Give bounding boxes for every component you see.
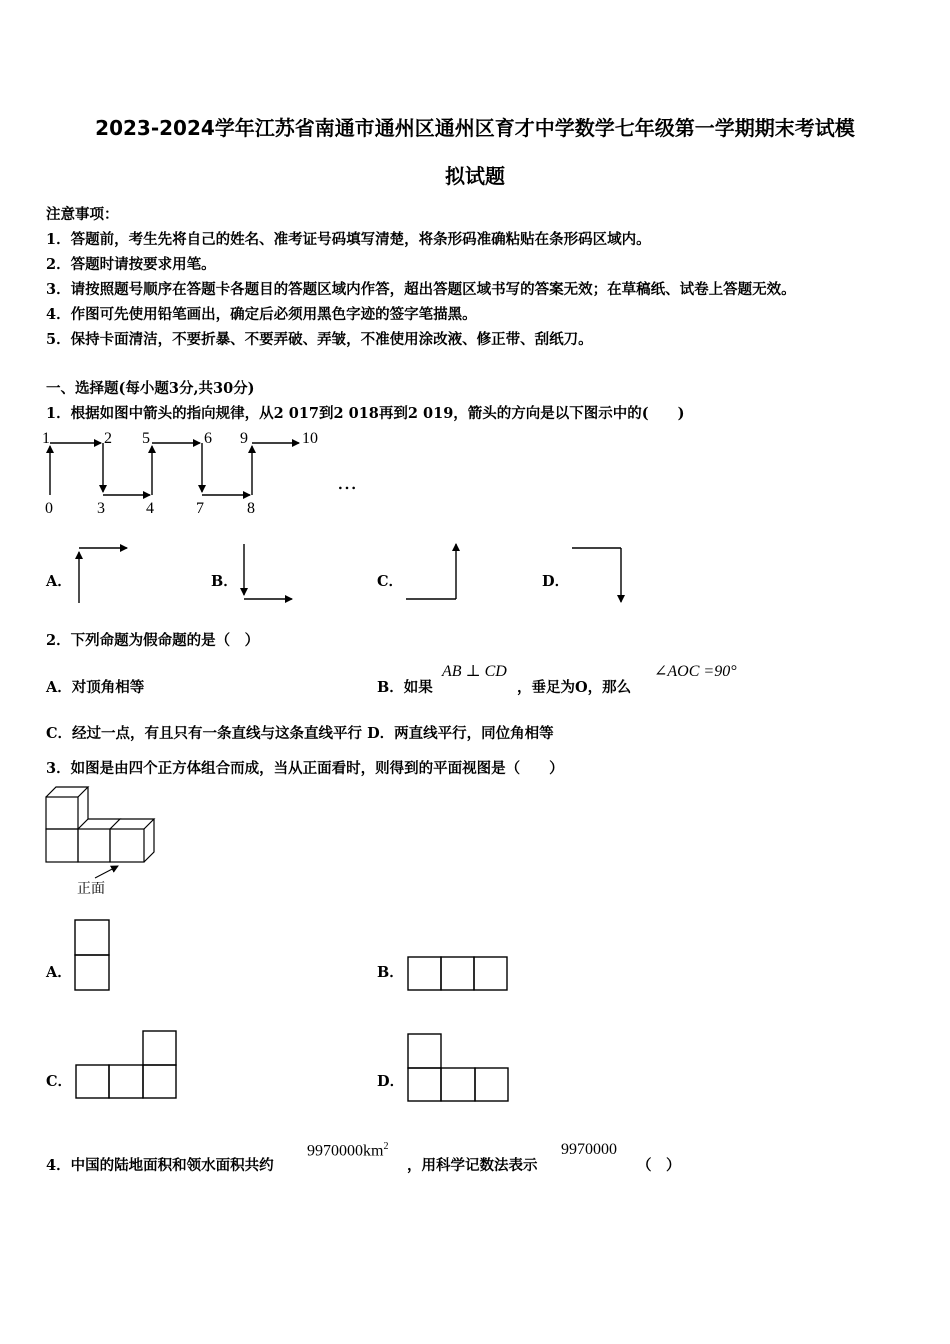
q2-option-b-prefix[interactable]: B．如果 bbox=[377, 679, 433, 696]
question-4-stem-middle: ，用科学记数法表示 bbox=[407, 1157, 538, 1174]
q1-label-0: 0 bbox=[45, 500, 53, 517]
q2-math-angle: ∠AOC =90° bbox=[654, 663, 737, 680]
notice-item-1: 1．答题前，考生先将自己的姓名、准考证号码填写清楚，将条形码准确粘贴在条形码区域内。 bbox=[46, 231, 651, 248]
q3-option-c[interactable]: C． bbox=[46, 1073, 73, 1090]
q1-ellipsis: … bbox=[337, 470, 357, 494]
q1-label-1: 1 bbox=[42, 430, 50, 447]
q3-option-b[interactable]: B． bbox=[377, 964, 404, 981]
q1-option-d[interactable]: D． bbox=[542, 573, 570, 590]
q4-math-area-exponent: 2 bbox=[383, 1141, 389, 1152]
section-heading: 一、选择题(每小题3分,共30分) bbox=[46, 380, 255, 397]
page-title-continued: 拟试题 bbox=[445, 164, 505, 188]
q2-math-perpendicular: AB ⊥ CD bbox=[442, 663, 507, 680]
notice-item-5: 5．保持卡面清洁，不要折暴、不要弄破、弄皱，不准使用涂改液、修正带、刮纸刀。 bbox=[46, 331, 593, 348]
q1-label-2: 2 bbox=[104, 430, 112, 447]
q1-label-6: 6 bbox=[204, 430, 212, 447]
q1-label-3: 3 bbox=[97, 500, 105, 517]
question-3-stem: 3．如图是由四个正方体组合而成，当从正面看时，则得到的平面视图是（ ） bbox=[46, 760, 564, 777]
question-4-stem-suffix: （ ） bbox=[637, 1157, 681, 1174]
q1-label-5: 5 bbox=[142, 430, 150, 447]
q1-option-a[interactable]: A． bbox=[46, 573, 72, 590]
q4-math-area-value: 9970000km bbox=[307, 1142, 384, 1160]
q2-option-a[interactable]: A．对顶角相等 bbox=[46, 679, 145, 696]
q4-math-number: 9970000 bbox=[561, 1141, 617, 1158]
q2-option-b-middle: ，垂足为O，那么 bbox=[517, 679, 632, 696]
page-title: 2023-2024学年江苏省南通市通州区通州区育才中学数学七年级第一学期期末考试模 bbox=[95, 116, 855, 140]
q1-label-10: 10 bbox=[302, 430, 318, 447]
q1-option-c[interactable]: C． bbox=[377, 573, 404, 590]
notice-item-3: 3．请按照题号顺序在答题卡各题目的答题区域内作答，超出答题区域书写的答案无效；在草稿纸、试卷上答题无效。 bbox=[46, 281, 796, 298]
q3-option-a[interactable]: A． bbox=[46, 964, 72, 981]
q1-label-4: 4 bbox=[146, 500, 154, 517]
q1-label-8: 8 bbox=[247, 500, 255, 517]
q3-option-d[interactable]: D． bbox=[377, 1073, 405, 1090]
notice-heading: 注意事项： bbox=[46, 206, 119, 223]
notice-item-4: 4．作图可先使用铅笔画出，确定后必须用黑色字迹的签字笔描黑。 bbox=[46, 306, 477, 323]
question-4-stem-prefix: 4．中国的陆地面积和领水面积共约 bbox=[46, 1157, 274, 1174]
q3-front-label: 正面 bbox=[77, 881, 105, 897]
question-2-stem: 2．下列命题为假命题的是（ ） bbox=[46, 632, 260, 649]
q1-label-9: 9 bbox=[240, 430, 248, 447]
notice-item-2: 2．答题时请按要求用笔。 bbox=[46, 256, 216, 273]
q1-label-7: 7 bbox=[196, 500, 204, 517]
q2-options-c-d[interactable]: C．经过一点，有且只有一条直线与这条直线平行 D．两直线平行，同位角相等 bbox=[46, 725, 554, 742]
question-1-stem: 1．根据如图中箭头的指向规律，从2 017到2 018再到2 019，箭头的方向是以下图示中的( ) bbox=[46, 405, 685, 422]
q1-option-b[interactable]: B． bbox=[211, 573, 238, 590]
q4-math-area bbox=[307, 1141, 388, 1160]
